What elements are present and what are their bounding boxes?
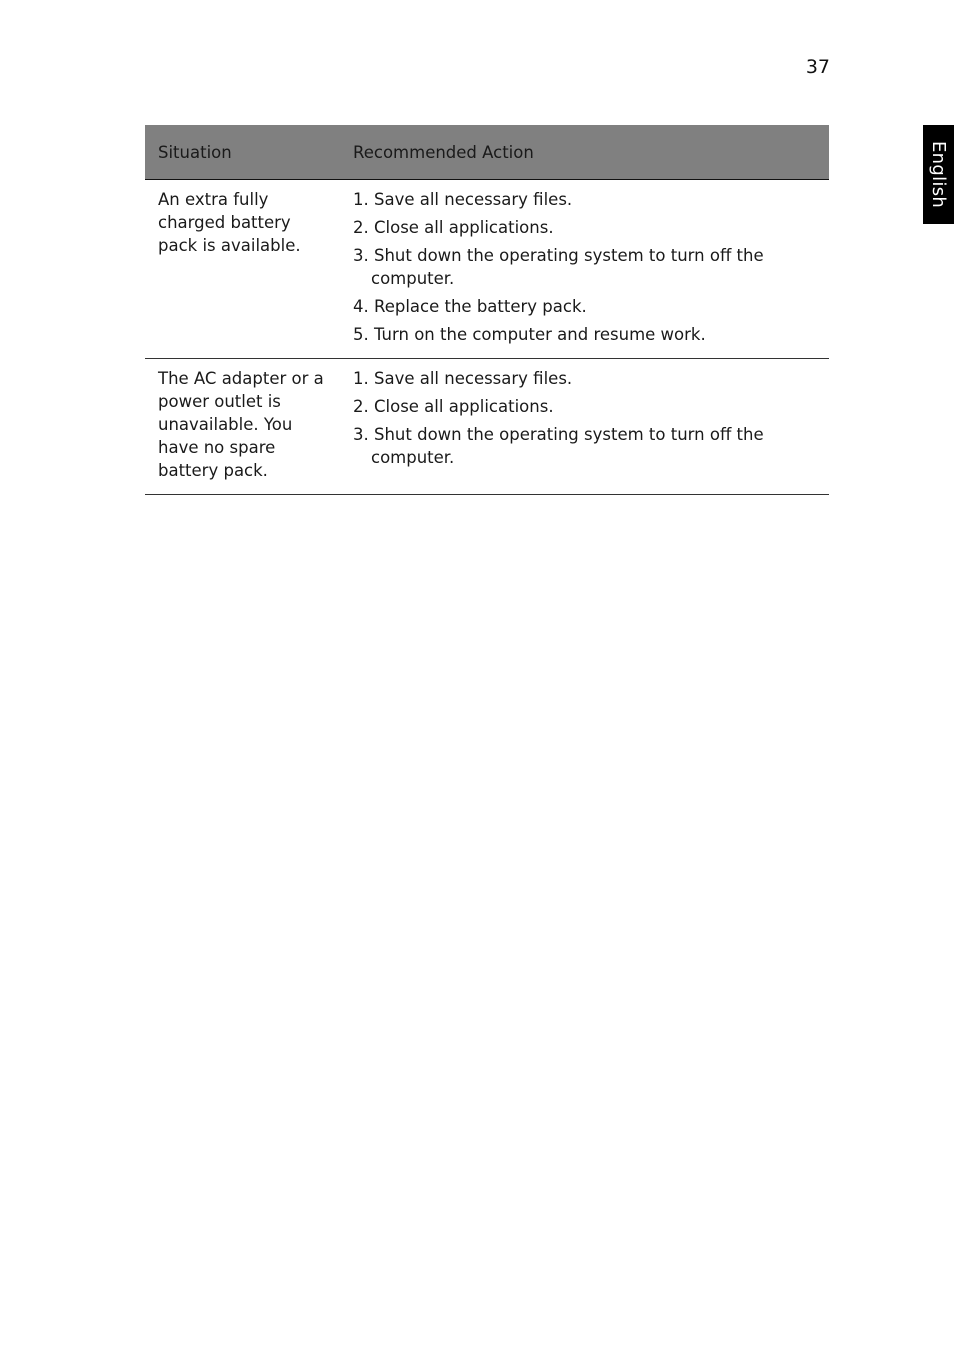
action-list <box>353 367 829 469</box>
battery-situation-table <box>145 125 829 495</box>
action-step: 4. Replace the battery pack. <box>353 297 587 316</box>
language-tab <box>923 125 954 224</box>
situation-cell: The AC adapter or a power outlet is unavailable. You have no spare battery pack. <box>145 359 340 495</box>
situation-cell: An extra fully charged battery pack is available. <box>145 180 340 359</box>
action-step: 3. Shut down the operating system to turn off the computer. <box>353 425 764 467</box>
table-header-row <box>145 125 829 180</box>
header-recommended-action: Recommended Action <box>340 125 829 180</box>
action-step: 1. Save all necessary files. <box>353 190 573 209</box>
action-step: 2. Close all applications. <box>353 218 554 237</box>
page-number: 37 <box>805 56 830 78</box>
action-step: 3. Shut down the operating system to turn off the computer. <box>353 246 764 288</box>
action-cell <box>340 359 829 495</box>
table-row <box>145 359 829 495</box>
action-cell <box>340 180 829 359</box>
header-situation: Situation <box>145 125 340 180</box>
language-tab-label: English <box>928 140 949 209</box>
action-step: 5. Turn on the computer and resume work. <box>353 325 706 344</box>
action-step: 1. Save all necessary files. <box>353 369 573 388</box>
table-row <box>145 180 829 359</box>
action-step: 2. Close all applications. <box>353 397 554 416</box>
action-list <box>353 188 829 346</box>
